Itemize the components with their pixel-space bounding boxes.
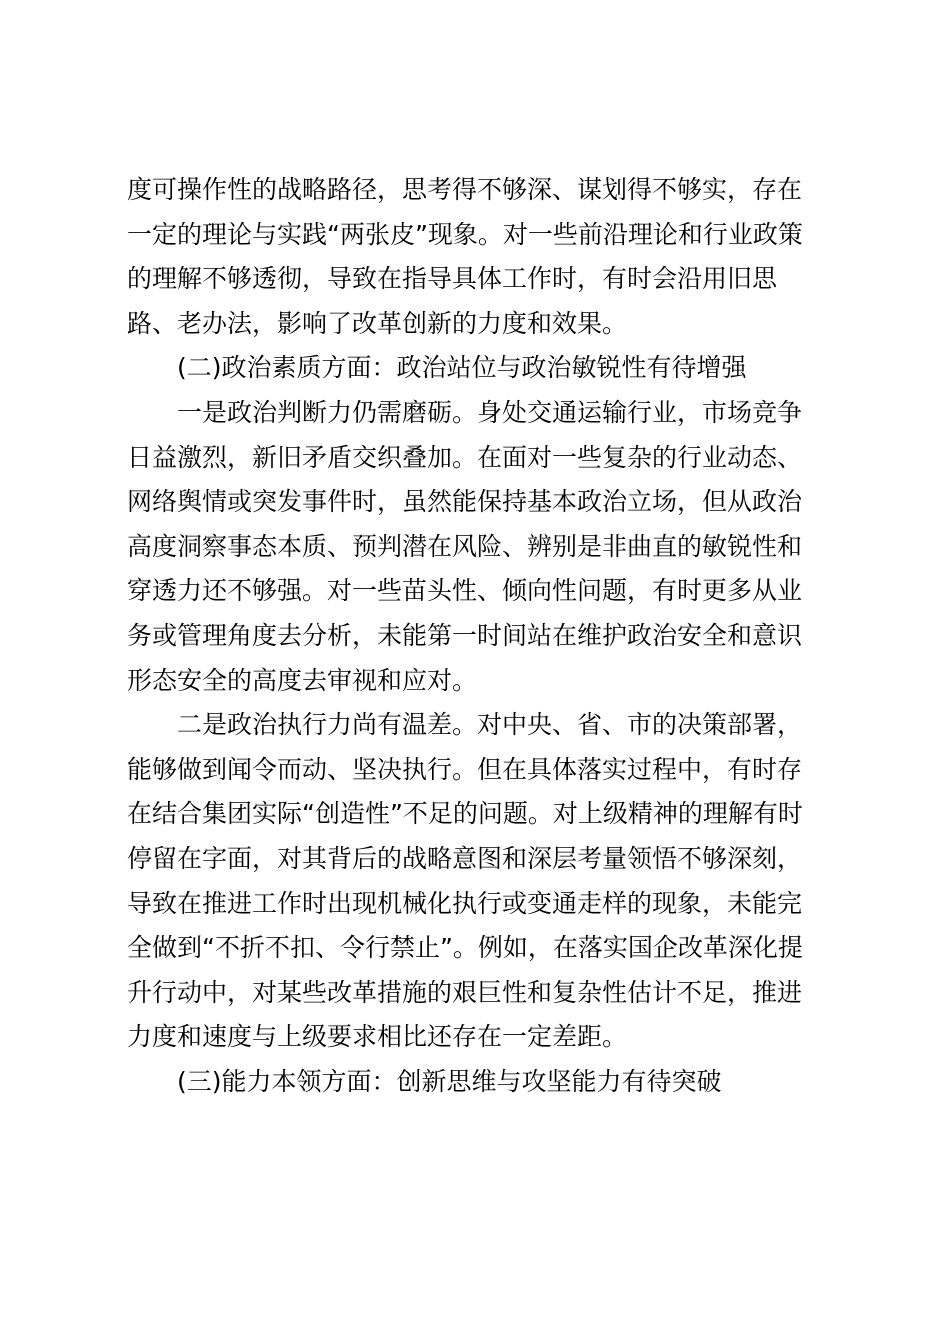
section-heading-political-quality	[127, 346, 827, 391]
text-line: 务或管理角度去分析，未能第一时间站在维护政治安全和意识	[127, 620, 803, 650]
paragraph-continuation	[127, 168, 827, 346]
section-heading-ability	[127, 1060, 827, 1105]
text-line: 在结合集团实际“创造性”不足的问题。对上级精神的理解有时	[127, 799, 803, 829]
text-line: 力度和速度与上级要求相比还存在一定差距。	[127, 1022, 628, 1052]
text-line: 穿透力还不够强。对一些苗头性、倾向性问题，有时更多从业	[127, 576, 803, 606]
text-line: 全做到“不折不扣、令行禁止”。例如，在落实国企改革深化提	[127, 933, 803, 963]
section-heading: (三)能力本领方面：创新思维与攻坚能力有待突破	[177, 1066, 722, 1096]
text-line: 导致在推进工作时出现机械化执行或变通走样的现象，未能完	[127, 888, 803, 918]
text-line: 升行动中，对某些改革措施的艰巨性和复杂性估计不足，推进	[127, 977, 803, 1007]
section-heading: (二)政治素质方面：政治站位与政治敏锐性有待增强	[177, 353, 747, 383]
text-line: 度可操作性的战略路径，思考得不够深、谋划得不够实，存在	[127, 175, 803, 204]
paragraph-political-judgment	[127, 391, 827, 703]
text-line: 高度洞察事态本质、预判潜在风险、辨别是非曲直的敏锐性和	[127, 531, 803, 561]
text-line: 路、老办法，影响了改革创新的力度和效果。	[127, 308, 628, 338]
text-line: 网络舆情或突发事件时，虽然能保持基本政治立场，但从政治	[127, 487, 803, 517]
text-line: 日益激烈，新旧矛盾交织叠加。在面对一些复杂的行业动态、	[127, 442, 803, 472]
text-line: 停留在字面，对其背后的战略意图和深层考量领悟不够深刻，	[127, 843, 803, 873]
text-line: 一是政治判断力仍需磨砺。身处交通运输行业，市场竞争	[177, 397, 803, 427]
text-line: 形态安全的高度去审视和应对。	[127, 665, 478, 695]
paragraph-political-execution	[127, 703, 827, 1060]
document-body	[127, 168, 827, 1104]
text-line: 能够做到闻令而动、坚决执行。但在具体落实过程中，有时存	[127, 754, 803, 784]
text-line: 一定的理论与实践“两张皮”现象。对一些前沿理论和行业政策	[127, 219, 803, 249]
text-line: 的理解不够透彻，导致在指导具体工作时，有时会沿用旧思	[127, 264, 778, 294]
text-line: 二是政治执行力尚有温差。对中央、省、市的决策部署，	[177, 710, 803, 740]
